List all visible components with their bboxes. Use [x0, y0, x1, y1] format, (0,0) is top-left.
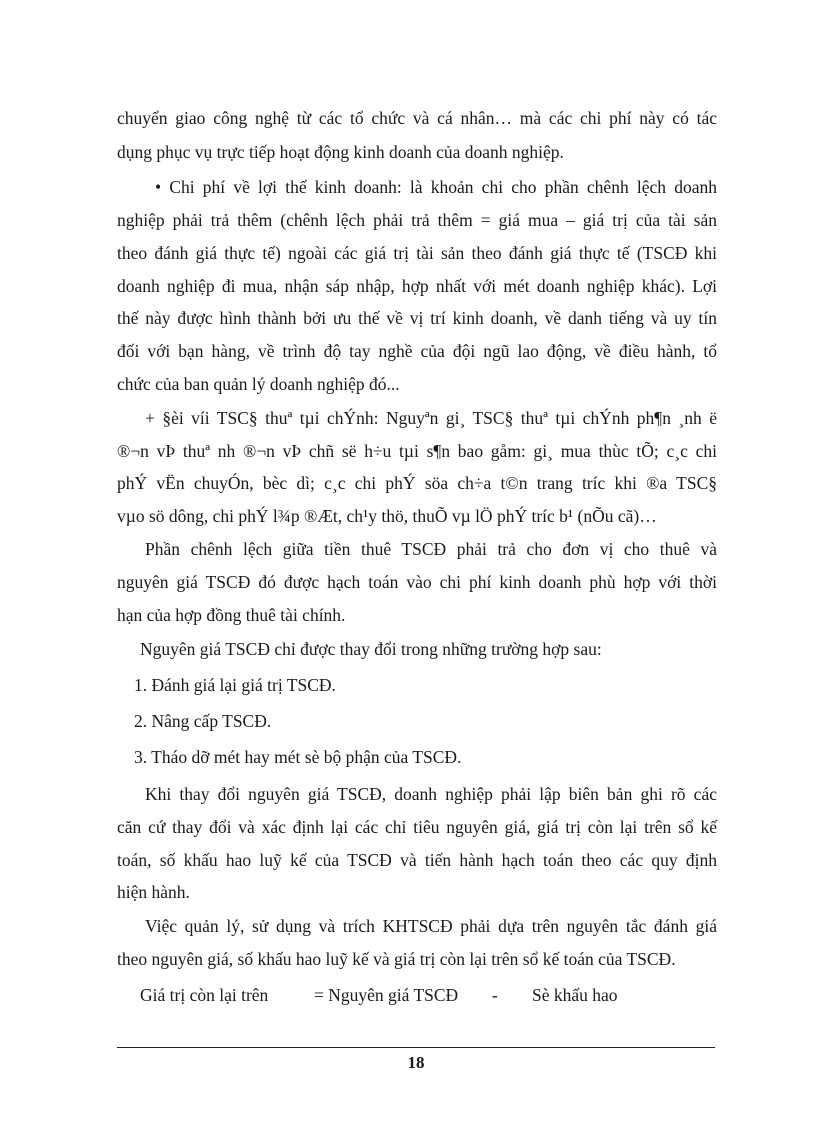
paragraph-line: hiện hành.	[117, 882, 190, 902]
list-item: 2. Nâng cấp TSCĐ.	[134, 711, 272, 731]
paragraph-line: theo nguyên giá, số khấu hao luỹ kế và giá trị còn lại trên sổ kế toán của TSCĐ.	[117, 949, 676, 969]
paragraph-line: thế này được hình thành bởi ưu thế về vị trí kinh doanh, về danh tiếng và uy tín	[117, 308, 717, 328]
list-item: 3. Tháo dỡ mét hay mét sè bộ phận của TSCĐ.	[134, 747, 462, 767]
paragraph-line: Nguyên giá TSCĐ chỉ được thay đổi trong những trường hợp sau:	[140, 639, 602, 659]
paragraph-line: vµo sö dông, chi phÝ l¾p ®Æt, ch¹y thö, thuÕ vµ lÖ phÝ tríc b¹ (nÕu cã)…	[117, 506, 657, 526]
paragraph-line: nghiệp phải trả thêm (chênh lệch phải trả thêm = giá mua – giá trị của tài sản	[117, 210, 717, 230]
list-item: 1. Đánh giá lại giá trị TSCĐ.	[134, 675, 336, 695]
page-number: 18	[407, 1053, 425, 1072]
paragraph-line: Phần chênh lệch giữa tiền thuê TSCĐ phải trả cho đơn vị cho thuê và	[145, 539, 717, 559]
paragraph-line: toán, số khấu hao luỹ kế của TSCĐ và tiến hành hạch toán theo các quy định	[117, 850, 717, 870]
paragraph-line: theo đánh giá thực tế) ngoài các giá trị tài sản theo đánh giá thực tế (TSCĐ khi	[117, 243, 717, 263]
paragraph-line: chức của ban quản lý doanh nghiệp đó...	[117, 374, 400, 394]
footer-divider	[117, 1047, 715, 1048]
paragraph-line: đối với bạn hàng, về trình độ tay nghề của đội ngũ lao động, về điều hành, tổ	[117, 341, 717, 361]
paragraph-line: + §èi víi TSC§ thuª tµi chÝnh: Nguyªn gi¸ TSC§ thuª tµi chÝnh ph¶n ¸nh ë	[145, 408, 717, 428]
formula-left: Giá trị còn lại trên	[140, 985, 269, 1005]
paragraph-line: chuyển giao công nghệ từ các tổ chức và cá nhân… mà các chi phí này có tác	[117, 108, 717, 128]
paragraph-line: nguyên giá TSCĐ đó được hạch toán vào chi phí kinh doanh phù hợp với thời	[117, 572, 717, 592]
paragraph-line: hạn của hợp đồng thuê tài chính.	[117, 605, 346, 625]
paragraph-line: doanh nghiệp đi mua, nhận sáp nhập, hợp nhất với mét doanh nghiệp khác). Lợi	[117, 276, 717, 296]
bullet-line: • Chi phí về lợi thế kinh doanh: là khoản chi cho phần chênh lệch doanh	[155, 177, 717, 197]
paragraph-line: phÝ vËn chuyÓn, bèc dì; c¸c chi phÝ söa ch÷a t©n trang tríc khi ®a TSC§	[117, 473, 717, 493]
paragraph-line: ®¬n vÞ thuª nh ®¬n vÞ chñ së h÷u tµi s¶n bao gåm: gi¸ mua thùc tÕ; c¸c chi	[117, 441, 717, 461]
paragraph-line: Việc quản lý, sử dụng và trích KHTSCĐ phải dựa trên nguyên tắc đánh giá	[145, 916, 717, 936]
paragraph-line: Khi thay đổi nguyên giá TSCĐ, doanh nghiệp phải lập biên bản ghi rõ các	[145, 784, 717, 804]
paragraph-line: căn cứ thay đổi và xác định lại các chỉ tiêu nguyên giá, giá trị còn lại trên sổ kế	[117, 817, 717, 837]
formula-middle: = Nguyên giá TSCĐ	[314, 985, 459, 1005]
formula-minus: -	[492, 985, 498, 1005]
paragraph-line: dụng phục vụ trực tiếp hoạt động kinh doanh của doanh nghiệp.	[117, 142, 564, 162]
formula-right: Sè khấu hao	[532, 985, 618, 1005]
